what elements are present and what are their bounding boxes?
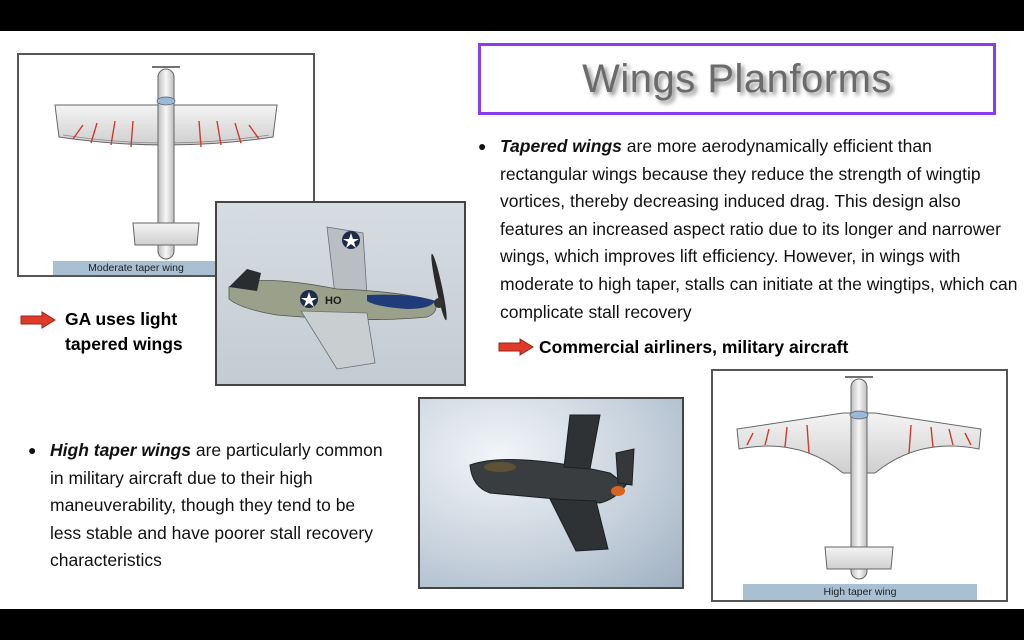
moderate-taper-caption: Moderate taper wing (53, 261, 219, 275)
high-taper-wing-drawing (713, 371, 1006, 600)
bullet-icon: ● (28, 442, 37, 458)
ga-callout-line2: tapered wings (65, 334, 183, 354)
bullet-icon: ● (478, 138, 487, 154)
tapered-wings-term: Tapered wings (500, 136, 622, 156)
tapered-wings-text: are more aerodynamically efficient than rectangular wings because they reduce the strength of wingtip vortices, thereby decreasing induced drag. This design also features an increased aspect ratio due to its longer and narrower wings, which improves lift efficiency. However, in wings with moderate to high taper, stalls can initiate at the wingtips, which can complicate stall recovery (500, 136, 1018, 322)
high-taper-caption: High taper wing (743, 584, 977, 600)
p51-mustang-photo (215, 201, 466, 386)
airliners-callout: Commercial airliners, military aircraft (539, 337, 849, 357)
high-taper-text: are particularly common in military aircraft due to their high maneuverability, though they tend to be less stable and have poorer stall recovery characteristics (50, 440, 383, 571)
slide (0, 31, 1024, 609)
page-title: Wings Planforms (582, 56, 892, 101)
f35-fighter-drawing (420, 399, 682, 587)
ga-callout-line1: GA uses light (65, 309, 178, 329)
high-taper-diagram (711, 369, 1008, 602)
tapered-wings-paragraph (478, 133, 1020, 326)
right-arrow-icon (20, 311, 56, 329)
ga-callout (65, 307, 183, 357)
p51-mustang-drawing (217, 203, 464, 384)
f35-fighter-photo (418, 397, 684, 589)
right-arrow-icon (498, 338, 534, 356)
title-box (478, 43, 996, 115)
high-taper-paragraph (28, 437, 390, 575)
svg-text:HO: HO (325, 295, 342, 307)
high-taper-term: High taper wings (50, 440, 191, 460)
